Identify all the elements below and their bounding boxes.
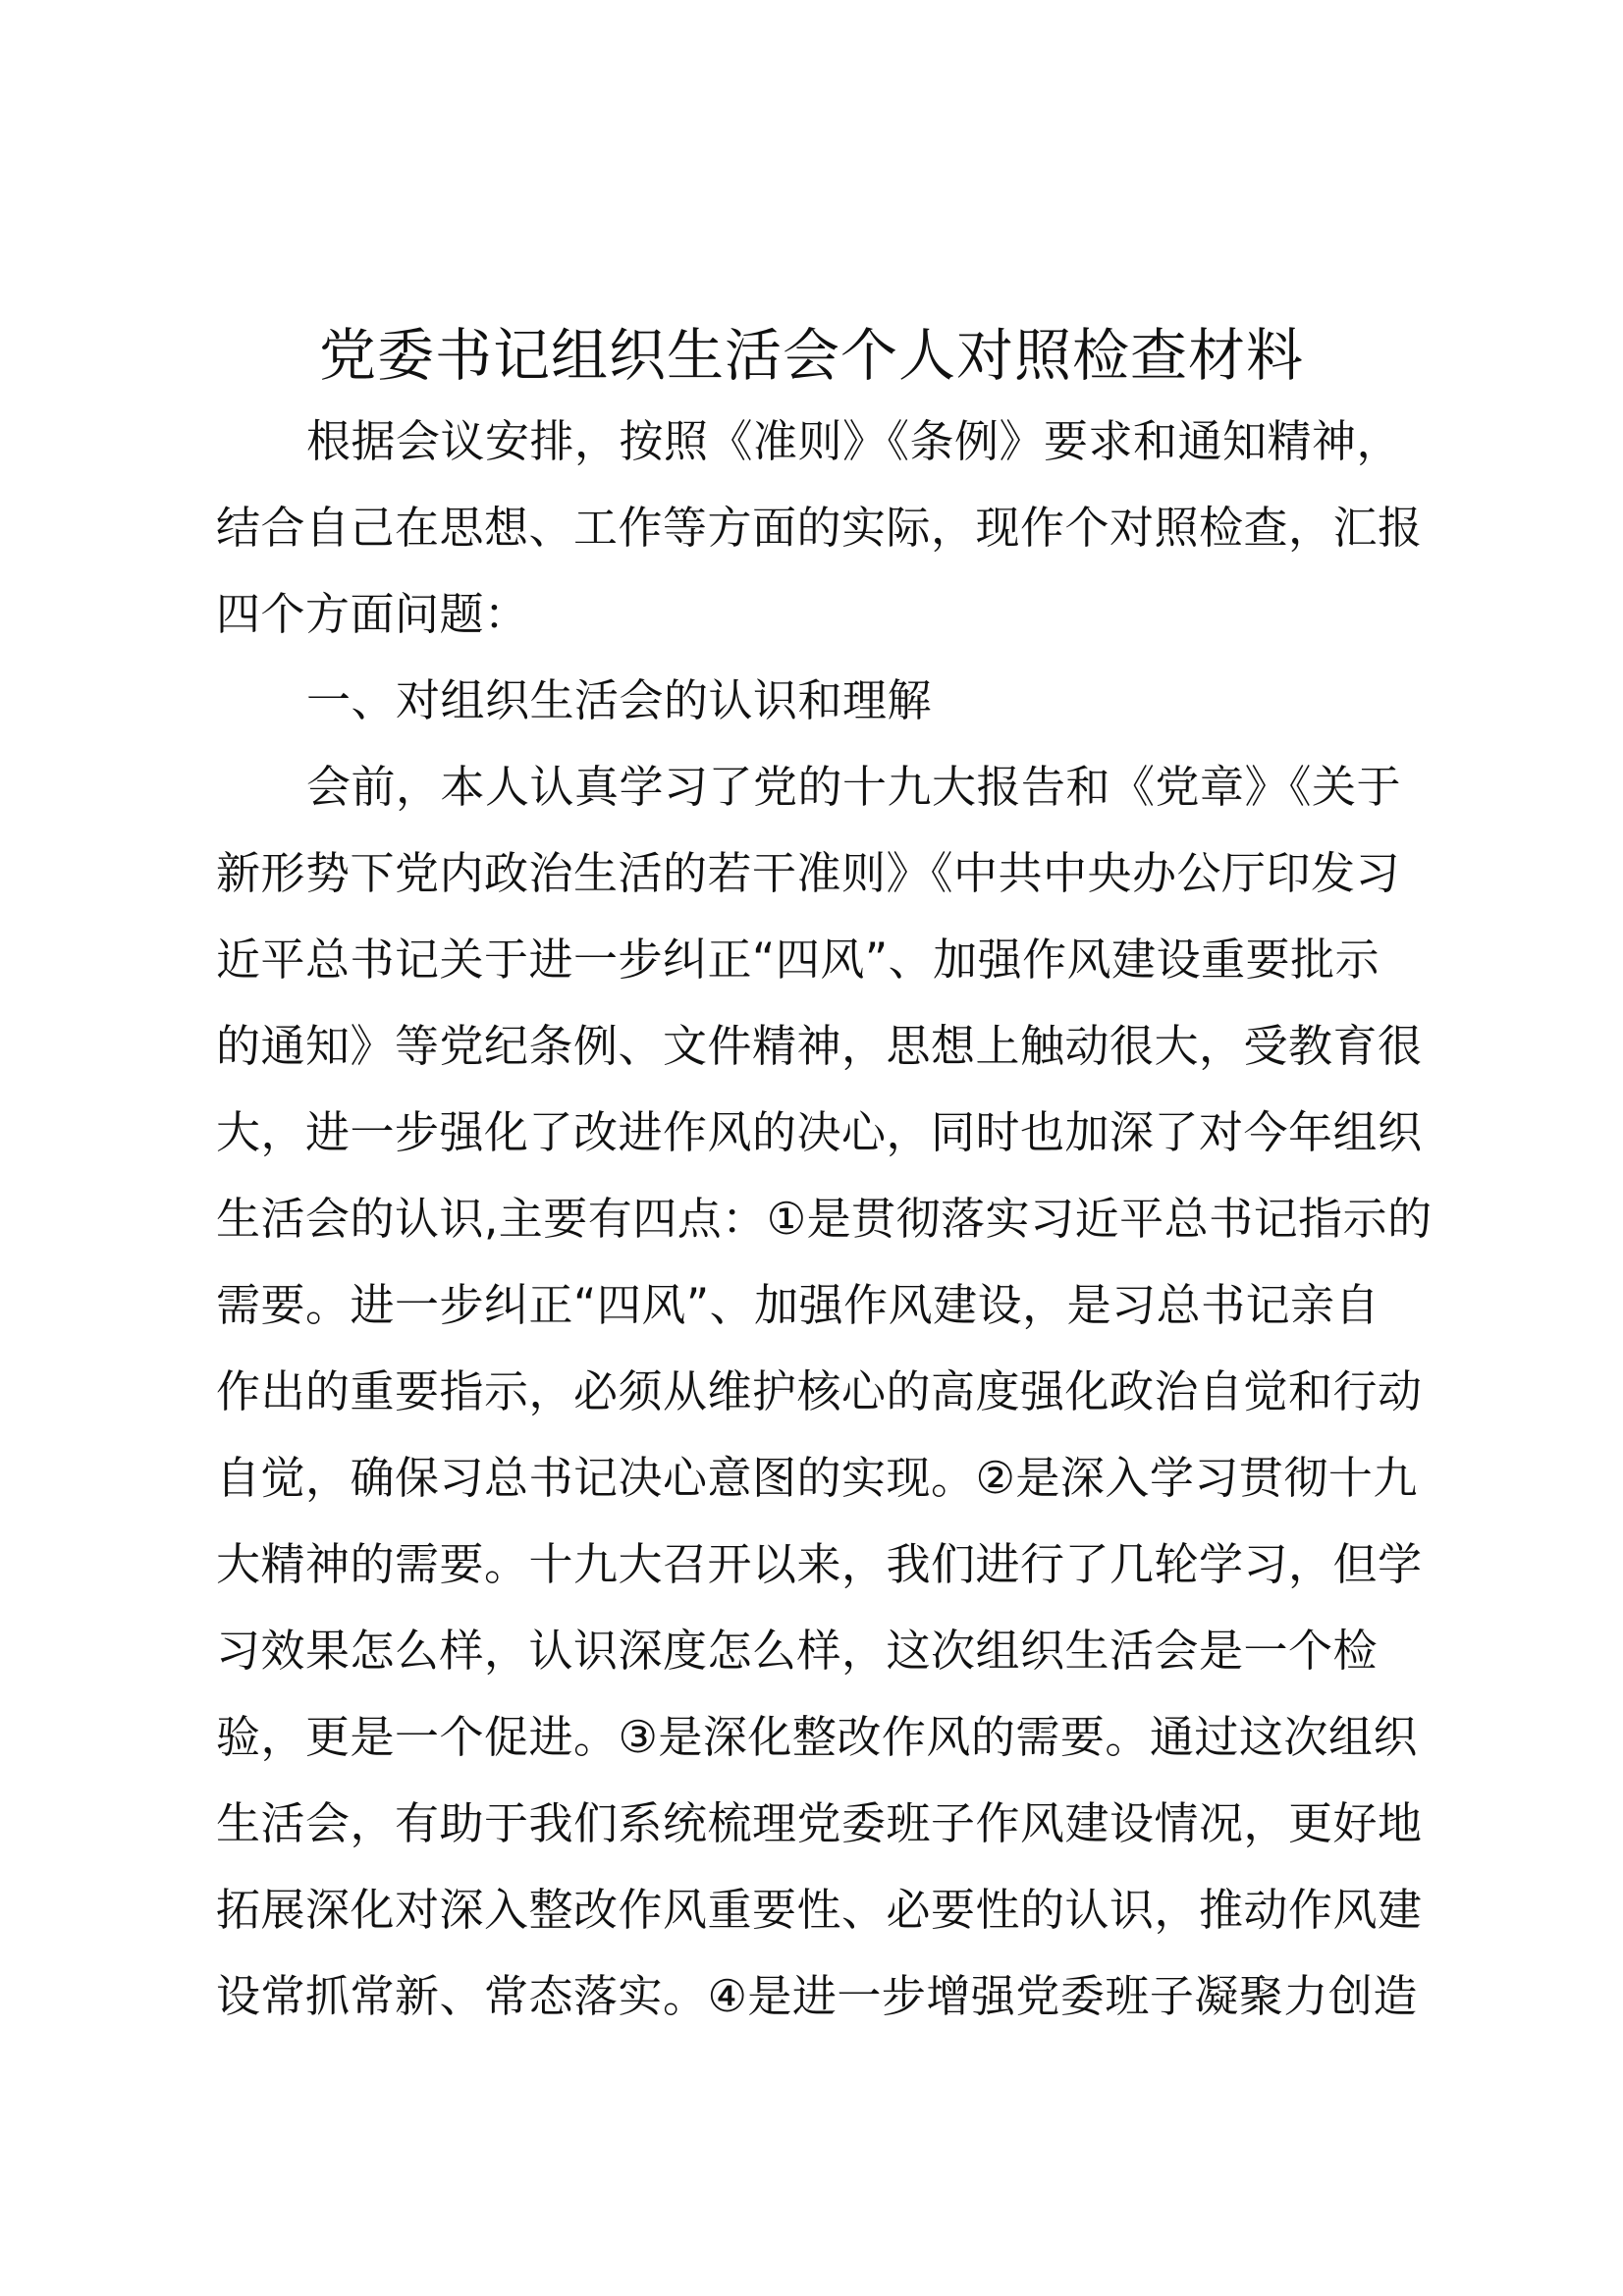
text-line-13: 自觉，确保习总书记决心意图的实现。②是深入学习贯彻十九 [216, 1452, 1418, 1504]
text-line-1: 根据会议安排，按照《准则》《条例》要求和通知精神， [306, 415, 1402, 467]
text-line-2: 结合自己在思想、工作等方面的实际，现作个对照检查，汇报 [216, 502, 1423, 554]
text-line-15: 习效果怎么样，认识深度怎么样，这次组织生活会是一个检 [216, 1625, 1379, 1677]
text-line-9: 大，进一步强化了改进作风的决心，同时也加深了对今年组织 [216, 1106, 1423, 1158]
text-line-11: 需要。进一步纠正“四风”、加强作风建设，是习总书记亲自 [216, 1279, 1380, 1331]
text-line-8: 的通知》等党纪条例、文件精神，思想上触动很大，受教育很 [216, 1020, 1423, 1072]
text-line-5: 会前，本人认真学习了党的十九大报告和《党章》《关于 [306, 761, 1402, 813]
text-line-7: 近平总书记关于进一步纠正“四风”、加强作风建设重要批示 [216, 934, 1380, 986]
document-title: 党委书记组织生活会个人对照检查材料 [318, 322, 1304, 389]
text-line-6: 新形势下党内政治生活的若干准则》《中共中央办公厅印发习 [216, 847, 1401, 899]
text-line-19: 设常抓常新、常态落实。④是进一步增强党委班子凝聚力创造 [216, 1970, 1418, 2022]
text-line-17: 生活会，有助于我们系统梳理党委班子作风建设情况，更好地 [216, 1797, 1423, 1849]
text-line-14: 大精神的需要。十九大召开以来，我们进行了几轮学习，但学 [216, 1538, 1423, 1590]
text-line-12: 作出的重要指示，必须从维护核心的高度强化政治自觉和行动 [216, 1365, 1423, 1417]
text-line-3: 四个方面问题： [216, 588, 529, 640]
text-line-10: 生活会的认识,主要有四点：①是贯彻落实习近平总书记指示的 [216, 1193, 1433, 1245]
text-line-16: 验，更是一个促进。③是深化整改作风的需要。通过这次组织 [216, 1711, 1418, 1763]
text-line-18: 拓展深化对深入整改作风重要性、必要性的认识，推动作风建 [216, 1884, 1423, 1936]
section-heading-1: 一、对组织生活会的认识和理解 [306, 674, 933, 726]
